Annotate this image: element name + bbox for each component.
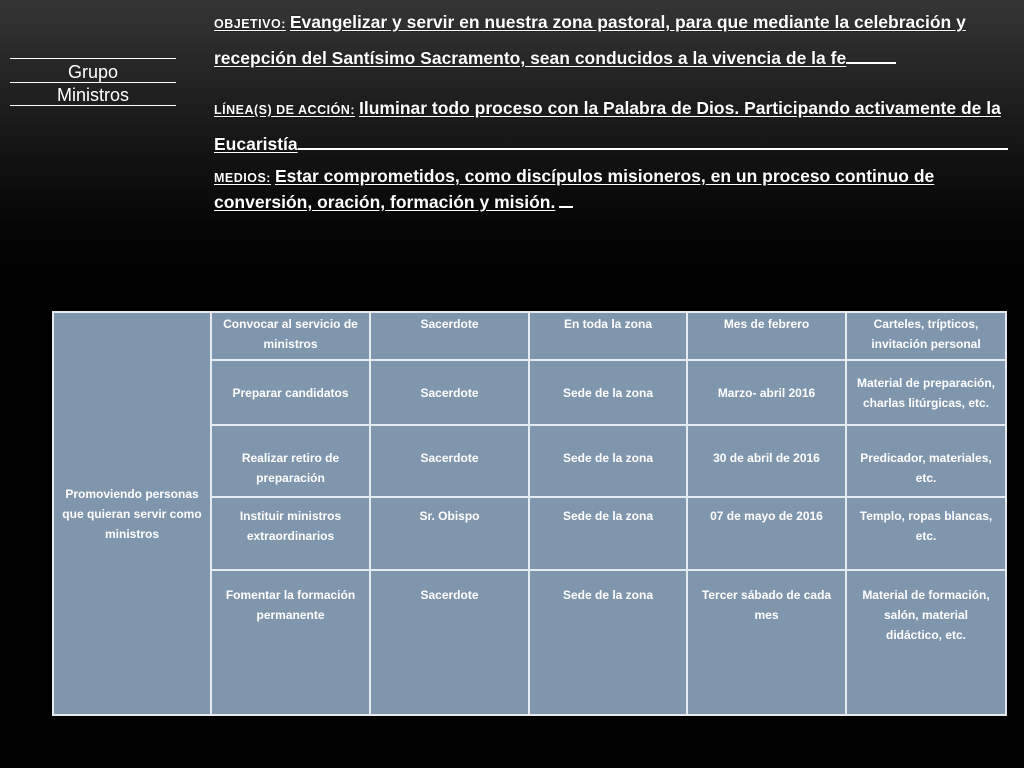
medios-text-2: conversión, oración, formación y misión. [214, 192, 556, 212]
place-cell: Sede de la zona [529, 570, 687, 715]
date-cell: Tercer sábado de cada mes [687, 570, 846, 715]
resources-cell: Material de formación, salón, material didáctico, etc. [846, 570, 1006, 715]
underline-fill [846, 61, 896, 64]
date-cell: 30 de abril de 2016 [687, 425, 846, 497]
action-cell: Instituir ministros extraordinarios [211, 497, 370, 570]
medios-line-2 [214, 192, 573, 213]
group-line-2-text: Ministros [56, 85, 129, 105]
action-cell: Fomentar la formación permanente [211, 570, 370, 715]
place-cell: Sede de la zona [529, 360, 687, 425]
objetivo-label: OBJETIVO: [214, 17, 286, 31]
underline-fill [298, 147, 1008, 150]
lineas-line-1 [214, 98, 1001, 119]
action-cell: Preparar candidatos [211, 360, 370, 425]
objetivo-text-1: Evangelizar y servir en nuestra zona pastoral, para que mediante la celebración y [289, 12, 966, 32]
underline-fill [559, 205, 573, 208]
lineas-text-1: Iluminar todo proceso con la Palabra de Dios. Participando activamente de la [358, 98, 1001, 118]
group-label [10, 56, 176, 107]
group-line-2 [10, 84, 176, 107]
divider [10, 58, 176, 59]
lineas-label: LÍNEA(S) DE ACCIÓN: [214, 103, 355, 117]
goal-cell: Promoviendo personas que quieran servir como ministros [53, 312, 211, 715]
medios-line-1 [214, 166, 934, 187]
medios-label: MEDIOS: [214, 171, 271, 185]
objetivo-line-2 [214, 48, 896, 69]
plan-table [52, 311, 1007, 716]
date-cell: 07 de mayo de 2016 [687, 497, 846, 570]
resources-cell: Material de preparación, charlas litúrgicas, etc. [846, 360, 1006, 425]
date-cell: Marzo- abril 2016 [687, 360, 846, 425]
objetivo-text-2: recepción del Santísimo Sacramento, sean conducidos a la vivencia de la fe [214, 48, 847, 68]
place-cell: En toda la zona [529, 312, 687, 360]
resources-cell: Carteles, trípticos, invitación personal [846, 312, 1006, 360]
resources-cell: Templo, ropas blancas, etc. [846, 497, 1006, 570]
medios-text-1: Estar comprometidos, como discípulos misioneros, en un proceso continuo de [274, 166, 935, 186]
resources-cell: Predicador, materiales, etc. [846, 425, 1006, 497]
action-cell: Convocar al servicio de ministros [211, 312, 370, 360]
responsible-cell: Sr. Obispo [370, 497, 529, 570]
responsible-cell: Sacerdote [370, 570, 529, 715]
lineas-text-2: Eucaristía [214, 134, 298, 154]
lineas-line-2 [214, 134, 1008, 155]
date-cell: Mes de febrero [687, 312, 846, 360]
place-cell: Sede de la zona [529, 497, 687, 570]
responsible-cell: Sacerdote [370, 312, 529, 360]
table-row [53, 312, 1006, 360]
place-cell: Sede de la zona [529, 425, 687, 497]
responsible-cell: Sacerdote [370, 360, 529, 425]
group-line-1 [10, 61, 176, 84]
action-cell: Realizar retiro de preparación [211, 425, 370, 497]
objetivo-line-1 [214, 12, 966, 33]
responsible-cell: Sacerdote [370, 425, 529, 497]
group-line-1-text: Grupo [67, 62, 119, 82]
